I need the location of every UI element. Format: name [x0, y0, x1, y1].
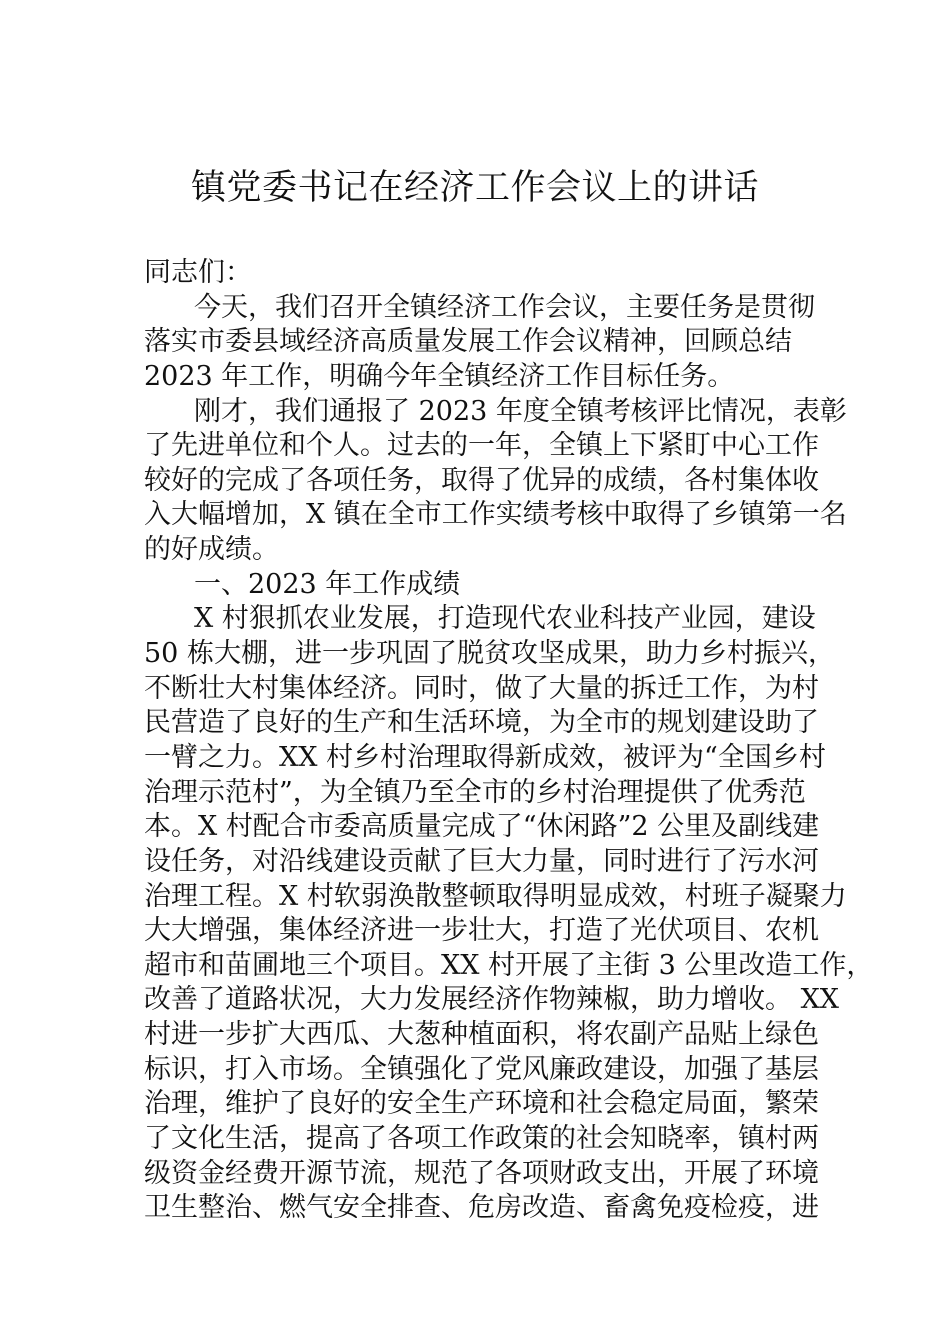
paragraph-line: 改善了道路状况，大力发展经济作物辣椒，助力增收。 XX: [144, 984, 840, 1016]
salutation-line: 同志们：: [144, 257, 252, 288]
section-heading: 一、2023 年工作成绩: [194, 568, 461, 600]
paragraph-line: 标识，打入市场。全镇强化了党风廉政建设，加强了基层: [144, 1053, 819, 1085]
paragraph-line: X 村狠抓农业发展，打造现代农业科技产业园，建设: [194, 603, 816, 635]
paragraph-line: 了先进单位和个人。过去的一年，全镇上下紧盯中心工作: [144, 430, 819, 462]
paragraph-line: 较好的完成了各项任务，取得了优异的成绩，各村集体收: [144, 464, 819, 496]
paragraph-line: 本。X 村配合市委高质量完成了“休闲路”2 公里及副线建: [144, 811, 820, 843]
paragraph-line: 一臂之力。XX 村乡村治理取得新成效，被评为“全国乡村: [144, 741, 826, 773]
paragraph-line: 今天，我们召开全镇经济工作会议，主要任务是贯彻: [194, 291, 815, 323]
paragraph-line: 级资金经费开源节流，规范了各项财政支出，开展了环境: [144, 1157, 819, 1189]
document-title: 镇党委书记在经济工作会议上的讲话: [190, 168, 759, 208]
paragraph-line: 落实市委县域经济高质量发展工作会议精神，回顾总结: [144, 326, 792, 358]
paragraph-line: 超市和苗圃地三个项目。XX 村开展了主街 3 公里改造工作，: [144, 949, 874, 981]
paragraph-line: 治理，维护了良好的安全生产环境和社会稳定局面，繁荣: [144, 1088, 819, 1120]
paragraph-line: 治理工程。X 村软弱涣散整顿取得明显成效，村班子凝聚力: [144, 880, 847, 912]
paragraph-line: 不断壮大村集体经济。同时，做了大量的拆迁工作，为村: [144, 672, 819, 704]
paragraph-line: 民营造了良好的生产和生活环境，为全市的规划建设助了: [144, 707, 819, 739]
paragraph-line: 刚才，我们通报了 2023 年度全镇考核评比情况，表彰: [194, 395, 847, 427]
paragraph-line: 治理示范村”，为全镇乃至全市的乡村治理提供了优秀范: [144, 776, 806, 808]
paragraph-line: 50 栋大棚，进一步巩固了脱贫攻坚成果，助力乡村振兴，: [144, 638, 835, 670]
paragraph-line: 了文化生活，提高了各项工作政策的社会知晓率，镇村两: [144, 1123, 819, 1155]
paragraph-line: 村进一步扩大西瓜、大葱种植面积，将农副产品贴上绿色: [144, 1019, 819, 1051]
paragraph-line: 的好成绩。: [144, 534, 279, 566]
document-body: [144, 256, 874, 1226]
paragraph-line: 入大幅增加，X 镇在全市工作实绩考核中取得了乡镇第一名: [144, 499, 847, 531]
paragraph-line: 设任务，对沿线建设贡献了巨大力量，同时进行了污水河: [144, 845, 819, 877]
paragraph-line: 卫生整治、燃气安全排查、危房改造、畜禽免疫检疫，进: [144, 1192, 819, 1224]
paragraph-line: 2023 年工作，明确今年全镇经济工作目标任务。: [144, 360, 735, 392]
paragraph-line: 大大增强，集体经济进一步壮大，打造了光伏项目、农机: [144, 915, 819, 947]
